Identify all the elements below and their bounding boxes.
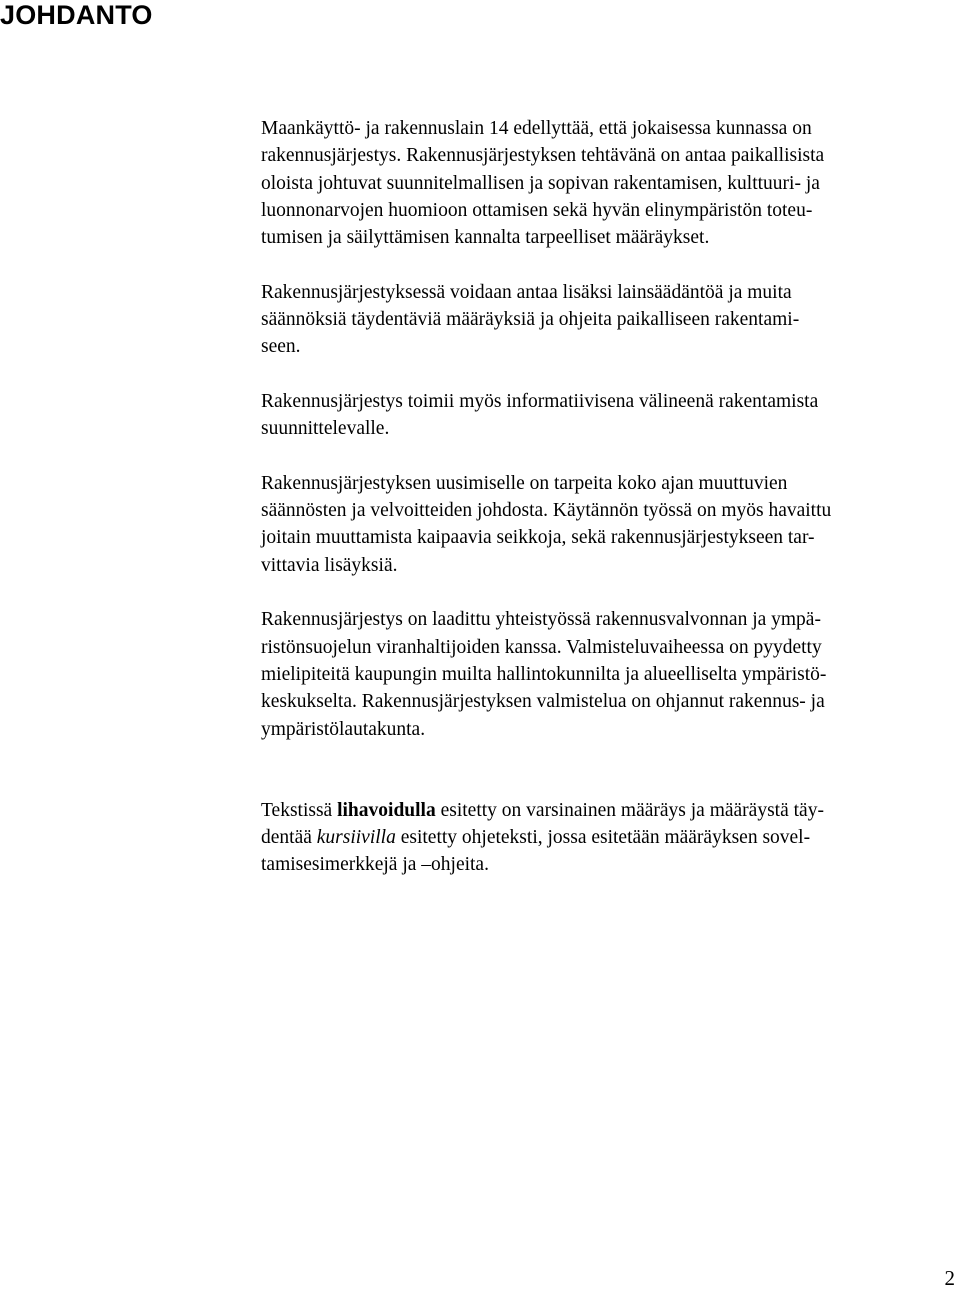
text-line: säännöksiä täydentäviä määräyksiä ja ohjeita paikalliseen rakentami- [261,309,800,331]
text-line [261,824,960,851]
text-line: Rakennusjärjestys on laadittu yhteistyössä rakennusvalvonnan ja ympä- [261,609,821,631]
text-line: suunnittelevalle. [261,418,390,440]
text-line: keskukselta. Rakennusjärjestyksen valmistelua on ohjannut rakennus- ja [261,691,825,713]
paragraph-informative-tool [261,388,960,443]
page-heading: JOHDANTO [0,0,153,30]
text-line: ristönsuojelun viranhaltijoiden kanssa. Valmisteluvaiheessa on pyydetty [261,636,822,658]
paragraph-preparation [261,606,960,742]
paragraph-additional-regulations [261,279,960,361]
text-line: rakennusjärjestys. Rakennusjärjestyksen tehtävänä on antaa paikallisista [261,145,825,167]
text-line: Maankäyttö- ja rakennuslain 14 edellyttää, että jokaisessa kunnassa on [261,118,812,139]
text-line: vittavia lisäyksiä. [261,554,398,576]
text-line: luonnonarvojen huomioon ottamisen sekä hyvän elinympäristön toteu- [261,199,813,221]
document-body [261,115,960,879]
text-line: säännösten ja velvoitteiden johdosta. Käytännön työssä on myös havaittu [261,500,832,522]
text-line: tamisesimerkkejä ja –ohjeita. [261,854,489,876]
page-number: 2 [944,1266,955,1290]
italic-example: kursiivilla [316,827,396,849]
note-text: Tekstissä [261,799,338,821]
text-line: mielipiteitä kaupungin muilta hallintokunnilta ja alueelliselta ympäristö- [261,663,827,685]
text-line: tumisen ja säilyttämisen kannalta tarpeelliset määräykset. [261,227,710,249]
text-line: seen. [261,336,301,358]
note-text: dentää [261,827,317,849]
paragraph-formatting-note [261,797,960,879]
note-text: esitetty on varsinainen määräys ja määräystä täy- [435,799,824,821]
text-line: joitain muuttamista kaipaavia seikkoja, sekä rakennusjärjestykseen tar- [261,527,815,549]
paragraph-law-requirement [261,115,960,251]
paragraph-renewal-needs [261,470,960,579]
text-line [261,797,960,824]
text-line: Rakennusjärjestyksessä voidaan antaa lisäksi lainsäädäntöä ja muita [261,281,792,303]
bold-example: lihavoidulla [337,799,436,821]
text-line: oloista johtuvat suunnitelmallisen ja sopivan rakentamisen, kulttuuri- ja [261,172,820,194]
text-line: ympäristölautakunta. [261,718,426,740]
text-line: Rakennusjärjestys toimii myös informatiivisena välineenä rakentamista [261,390,819,412]
text-line: Rakennusjärjestyksen uusimiselle on tarpeita koko ajan muuttuvien [261,472,788,494]
note-text: esitetty ohjeteksti, jossa esitetään määräyksen sovel- [395,827,811,849]
